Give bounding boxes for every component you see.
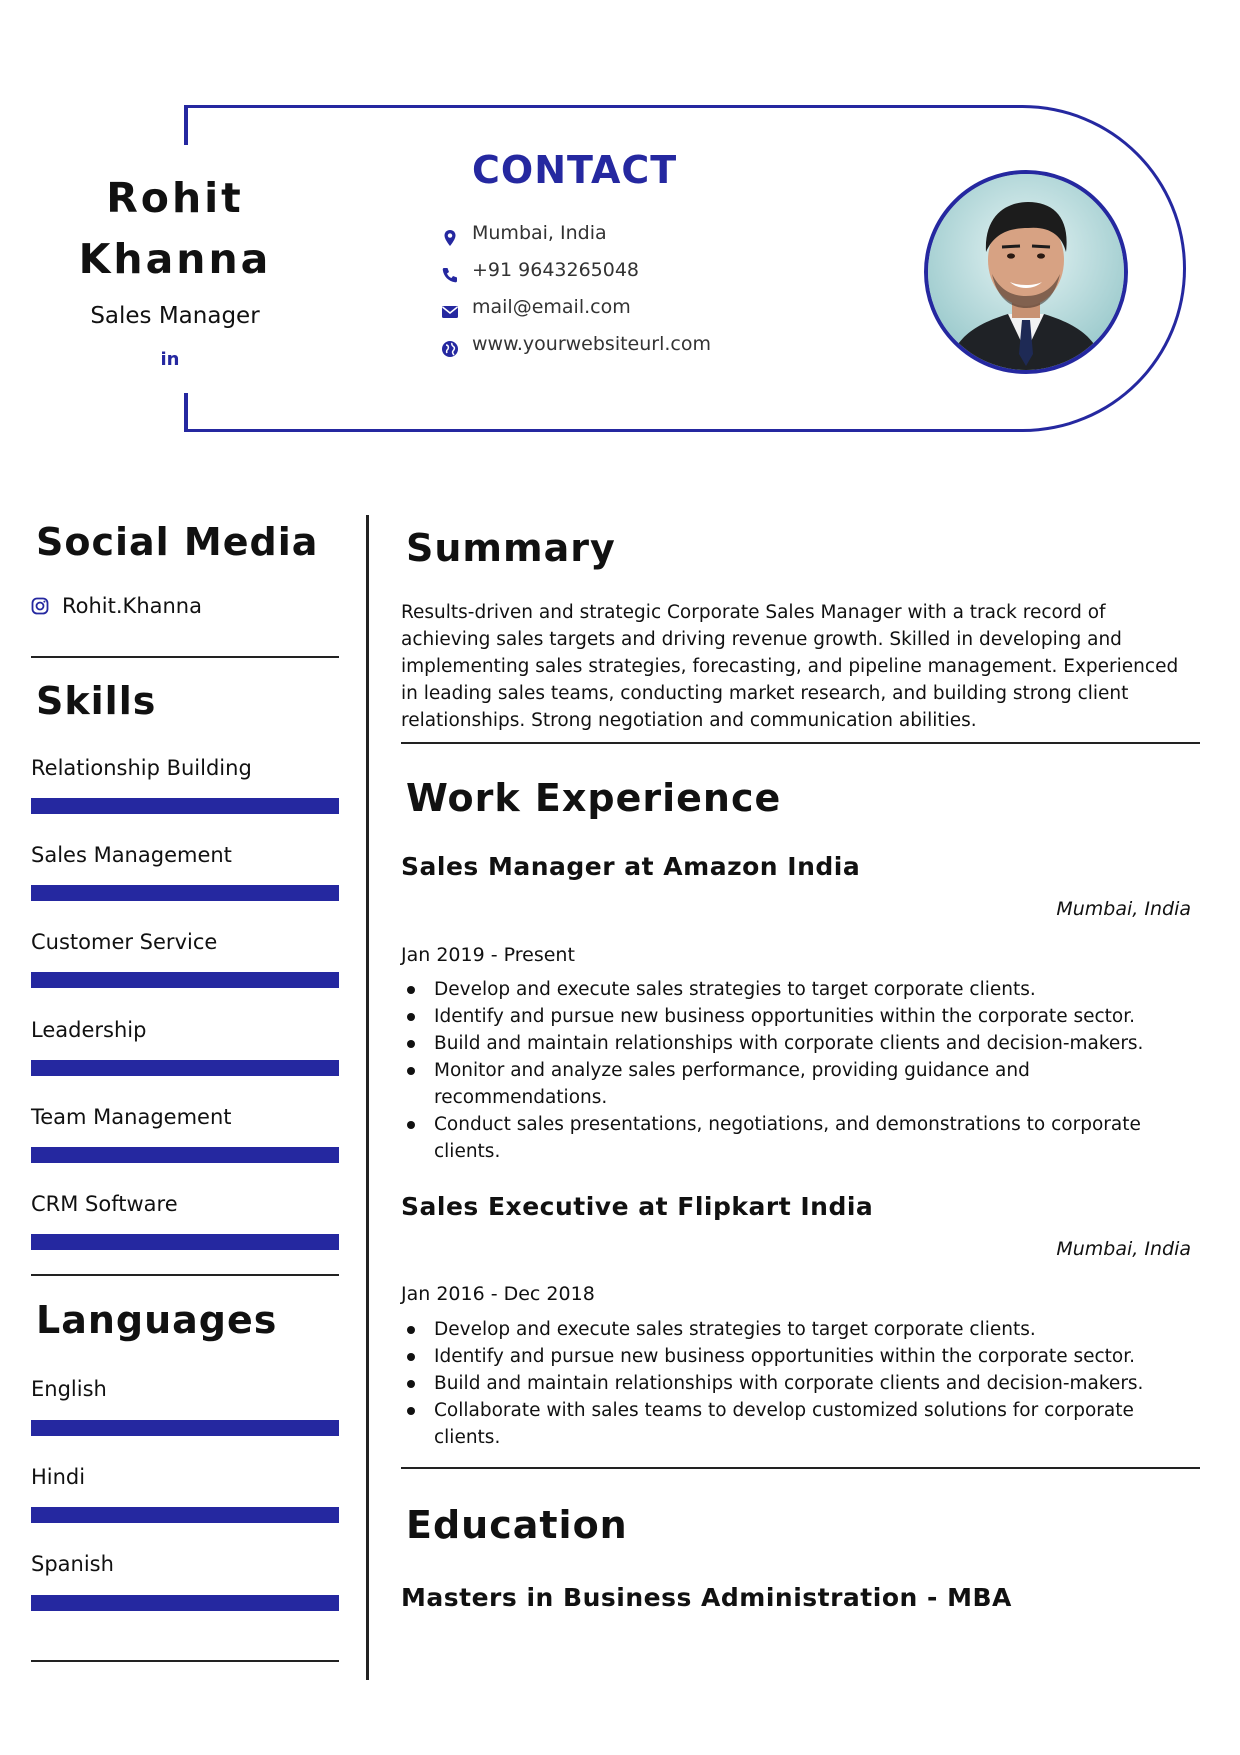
education-heading: Education bbox=[406, 1503, 628, 1547]
job-dates: Jan 2019 - Present bbox=[401, 944, 575, 966]
skill-bar-fill bbox=[31, 1234, 339, 1250]
language-name: Spanish bbox=[31, 1552, 114, 1576]
experience-divider bbox=[401, 1467, 1200, 1469]
linkedin-icon[interactable]: in bbox=[160, 349, 180, 370]
language-name: Hindi bbox=[31, 1465, 86, 1489]
language-bar bbox=[31, 1507, 339, 1523]
job-title: Sales Executive at Flipkart India bbox=[401, 1192, 874, 1221]
skill-name: CRM Software bbox=[31, 1192, 178, 1216]
job-location: Mumbai, India bbox=[1056, 1238, 1191, 1260]
list-item: Build and maintain relationships with corporate clients and decision-makers. bbox=[401, 1370, 1181, 1397]
skill-name: Team Management bbox=[31, 1105, 232, 1129]
education-degree: Masters in Business Administration - MBA bbox=[401, 1583, 1012, 1612]
skill-bar-fill bbox=[31, 798, 339, 814]
skill-bar-fill bbox=[31, 1060, 339, 1076]
social-divider bbox=[31, 656, 339, 658]
skill-bar-fill bbox=[31, 1147, 339, 1163]
skills-divider bbox=[31, 1274, 339, 1276]
contact-email-text[interactable]: mail@email.com bbox=[472, 296, 631, 318]
job-responsibilities bbox=[401, 976, 1181, 1165]
job-title: Sales Manager at Amazon India bbox=[401, 852, 861, 881]
skill-bar bbox=[31, 798, 339, 814]
name-first: Rohit bbox=[106, 174, 244, 222]
language-bar-fill bbox=[31, 1595, 339, 1611]
summary-divider bbox=[401, 742, 1200, 744]
summary-text: Results-driven and strategic Corporate Sales Manager with a track record of achieving sales targets and driving revenue growth. Skilled in developing and implementing sales strategies, forecasting, and pipeline management. Experienced in leading sales teams, conducting market research, and building strong client relationships. Strong negotiation and communication abilities. bbox=[401, 602, 1179, 731]
job-location: Mumbai, India bbox=[1056, 898, 1191, 920]
list-item: Monitor and analyze sales performance, providing guidance and recommendations. bbox=[401, 1057, 1181, 1111]
skill-bar-fill bbox=[31, 885, 339, 901]
list-item: Build and maintain relationships with corporate clients and decision-makers. bbox=[401, 1030, 1181, 1057]
skill-bar bbox=[31, 1147, 339, 1163]
list-item: Conduct sales presentations, negotiations, and demonstrations to corporate clients. bbox=[401, 1111, 1181, 1165]
skill-bar-fill bbox=[31, 972, 339, 988]
header-frame-tick-bottom bbox=[184, 393, 188, 432]
contact-location-text: Mumbai, India bbox=[472, 222, 607, 244]
language-bar-fill bbox=[31, 1420, 339, 1436]
skills-heading: Skills bbox=[36, 679, 157, 723]
skill-bar bbox=[31, 1234, 339, 1250]
languages-divider bbox=[31, 1660, 339, 1662]
instagram-icon bbox=[31, 597, 49, 615]
list-item: Develop and execute sales strategies to target corporate clients. bbox=[401, 1316, 1181, 1343]
list-item: Collaborate with sales teams to develop customized solutions for corporate clients. bbox=[401, 1397, 1181, 1451]
skill-name: Sales Management bbox=[31, 843, 232, 867]
skill-name: Leadership bbox=[31, 1018, 147, 1042]
name-last: Khanna bbox=[78, 235, 272, 283]
skill-name: Customer Service bbox=[31, 930, 218, 954]
language-name: English bbox=[31, 1377, 107, 1401]
language-bar bbox=[31, 1420, 339, 1436]
skill-bar bbox=[31, 885, 339, 901]
profile-photo bbox=[924, 170, 1128, 374]
candidate-name bbox=[60, 168, 290, 290]
skill-bar bbox=[31, 972, 339, 988]
language-bar-fill bbox=[31, 1507, 339, 1523]
phone-icon bbox=[440, 265, 460, 285]
list-item: Identify and pursue new business opportunities within the corporate sector. bbox=[401, 1343, 1181, 1370]
social-media-heading: Social Media bbox=[36, 520, 319, 564]
column-divider bbox=[366, 515, 369, 1680]
contact-website-text[interactable]: www.yourwebsiteurl.com bbox=[472, 333, 711, 355]
contact-phone-text: +91 9643265048 bbox=[472, 259, 640, 281]
language-bar bbox=[31, 1595, 339, 1611]
contact-title: CONTACT bbox=[472, 148, 678, 192]
location-pin-icon bbox=[440, 228, 460, 248]
profile-portrait-illustration bbox=[928, 174, 1124, 370]
languages-heading: Languages bbox=[36, 1298, 278, 1342]
list-item: Identify and pursue new business opportunities within the corporate sector. bbox=[401, 1003, 1181, 1030]
header-frame-tick-top bbox=[184, 105, 188, 145]
mail-icon bbox=[440, 302, 460, 322]
globe-icon bbox=[440, 339, 460, 359]
job-dates: Jan 2016 - Dec 2018 bbox=[401, 1283, 595, 1305]
skill-bar bbox=[31, 1060, 339, 1076]
list-item: Develop and execute sales strategies to target corporate clients. bbox=[401, 976, 1181, 1003]
summary-heading: Summary bbox=[406, 526, 616, 570]
skill-name: Relationship Building bbox=[31, 756, 252, 780]
job-responsibilities bbox=[401, 1316, 1181, 1451]
work-experience-heading: Work Experience bbox=[406, 776, 782, 820]
job-role: Sales Manager bbox=[90, 303, 260, 329]
social-instagram-handle: Rohit.Khanna bbox=[62, 594, 202, 618]
